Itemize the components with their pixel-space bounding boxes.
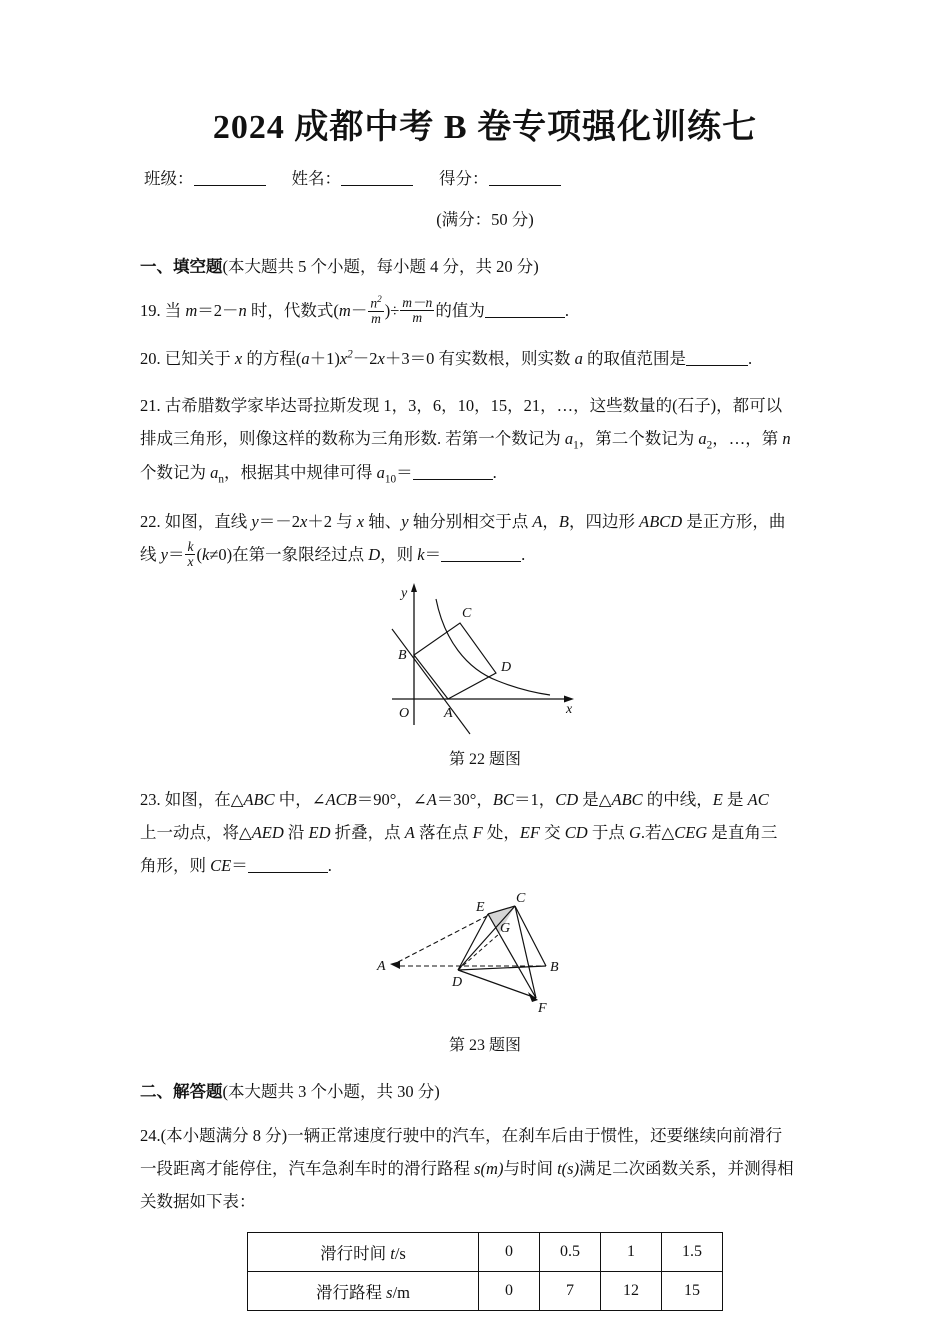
score-label: 得分： xyxy=(439,168,489,188)
q19-t3: 时，代数式( xyxy=(246,300,339,320)
q22-line2-m1: y xyxy=(160,545,168,565)
full-mark-note: (满分：50 分) xyxy=(436,209,534,229)
table-cell: 15 xyxy=(662,1272,723,1311)
q23-line1-b: 中，∠ xyxy=(274,790,326,810)
q22-frac-num: k xyxy=(187,538,194,554)
q22-line1-m2: x xyxy=(299,512,308,532)
q23-line2-m1: AED xyxy=(251,823,284,843)
q22-answer-blank[interactable] xyxy=(441,545,521,563)
q19-frac1-den: m xyxy=(371,310,381,326)
q22-line1-b: ＝－2 xyxy=(258,512,300,532)
q22-number: 22. xyxy=(140,512,161,532)
q22-line2-c: ( xyxy=(196,545,202,565)
q23-line1-m4: BC xyxy=(492,790,514,810)
q20-m1: x xyxy=(234,348,243,368)
q20-m3: x xyxy=(339,348,348,368)
segment-AE-dashed xyxy=(398,916,487,962)
q24-line2-b: 与时间 xyxy=(503,1159,558,1179)
q22-line1-a: 如图，直线 xyxy=(164,512,252,532)
q23-line1-g: 的中线， xyxy=(642,790,713,810)
q23-line2-c: 折叠，点 xyxy=(330,823,405,843)
q23-line2-m4: F xyxy=(472,823,483,843)
q21-line3-d: . xyxy=(492,463,497,483)
q19-frac2-den: m xyxy=(412,310,423,326)
q19-fraction-m-minus-n-over-m xyxy=(400,296,434,325)
q23-number: 23. xyxy=(140,790,161,810)
row-head-time xyxy=(248,1233,479,1272)
label-D: D xyxy=(452,975,463,991)
q19-t7: . xyxy=(564,300,569,320)
q21-line2-a: 排成三角形，则像这样的数称为三角形数. 若第一个数记为 xyxy=(140,428,565,448)
label-origin-O: O xyxy=(399,706,410,722)
figure-23-caption: 第 23 题图 xyxy=(448,1037,521,1055)
label-axis-y: y xyxy=(401,586,408,602)
label-B: B xyxy=(550,960,559,976)
q23-line2-m5: EF xyxy=(519,823,541,843)
table-cell: 7 xyxy=(540,1272,601,1311)
q23-line1-m8: AC xyxy=(747,790,769,810)
class-blank[interactable] xyxy=(194,168,266,186)
label-A: A xyxy=(444,706,453,722)
q23-line2-e: 处， xyxy=(482,823,520,843)
q21-line3-m2: a xyxy=(376,463,385,483)
q22-line2-b: ＝ xyxy=(167,545,185,565)
q24-line2-m1: s(m) xyxy=(474,1159,504,1179)
q22-line1-e: 轴分别相交于点 xyxy=(408,512,533,532)
q22-fraction-k-over-x xyxy=(185,540,195,569)
q22-line2-m3: D xyxy=(368,545,381,565)
q23-line2-a: 上一动点，将△ xyxy=(140,823,252,843)
figure-23-svg xyxy=(360,888,610,1023)
q23-line1-m1: ABC xyxy=(243,790,275,810)
table-24-wrapper xyxy=(140,1232,830,1311)
label-A: A xyxy=(377,959,386,975)
label-G: G xyxy=(500,921,511,937)
q24-line1-a: (本小题满分 8 分)一辆正常速度行驶中的汽车，在刹车后由于惯性，还要继续向前滑行 xyxy=(160,1126,783,1146)
section-2-title: 二、解答题 xyxy=(140,1082,223,1102)
q22-line2-a: 线 xyxy=(140,545,161,565)
q23-line1-m2: ACB xyxy=(325,790,357,810)
q22-line1-f: ， xyxy=(542,512,559,532)
q23-line1-m3: A xyxy=(426,790,437,810)
q20-t3: ＋1) xyxy=(309,348,340,368)
table-cell: 1 xyxy=(601,1233,662,1272)
q19-number: 19. xyxy=(140,300,161,320)
q20-t6: 的取值范围是 xyxy=(582,348,686,368)
q20-m4: x xyxy=(377,348,385,368)
question-23 xyxy=(140,783,830,882)
q20-t2: 的方程( xyxy=(242,348,302,368)
q21-line2-s2: 2 xyxy=(706,438,713,451)
q23-line2-f: 交 xyxy=(540,823,565,843)
section-header-solution xyxy=(140,1079,830,1105)
table-cell: 0.5 xyxy=(540,1233,601,1272)
name-label: 姓名： xyxy=(291,168,341,188)
q22-line2-g: . xyxy=(521,545,526,565)
q23-line1-a: 如图，在△ xyxy=(164,790,244,810)
q19-m2: n xyxy=(238,300,247,320)
q22-line1-d: 轴、 xyxy=(364,512,402,532)
slide-data-table xyxy=(247,1232,723,1311)
hyperbola-curve xyxy=(436,599,550,695)
segment-DF xyxy=(458,970,536,998)
q23-line1-m6: ABC xyxy=(611,790,643,810)
q19-fraction-n2-over-m xyxy=(368,295,383,326)
square-ABCD xyxy=(414,623,496,699)
row-head-distance-unit: /m xyxy=(392,1283,410,1303)
q23-answer-blank[interactable] xyxy=(248,856,328,874)
score-blank[interactable] xyxy=(489,168,561,186)
q22-line1-m5: A xyxy=(532,512,543,532)
q21-line2-s1: 1 xyxy=(573,438,579,451)
q23-line1-d: ＝30°， xyxy=(436,790,493,810)
figure-22 xyxy=(140,577,830,769)
label-D: D xyxy=(501,660,512,676)
score-field[interactable] xyxy=(439,169,561,188)
question-20 xyxy=(140,342,830,375)
q21-line2-m2: a xyxy=(698,428,707,448)
segment-DG-dashed xyxy=(458,934,499,970)
class-label: 班级： xyxy=(144,168,194,188)
row-head-time-unit: /s xyxy=(394,1244,406,1264)
figure-22-svg xyxy=(370,577,600,737)
y-axis-arrow xyxy=(411,583,417,592)
row-head-time-cn: 滑行时间 xyxy=(320,1244,391,1264)
q21-number: 21. xyxy=(140,395,161,415)
q19-t2: ＝2－ xyxy=(197,300,239,320)
q19-frac1-num: n xyxy=(370,295,378,311)
q22-line1-h: 是正方形，曲 xyxy=(682,512,786,532)
class-field[interactable] xyxy=(144,169,266,188)
q20-t7: . xyxy=(747,348,753,368)
table-cell: 0 xyxy=(479,1272,540,1311)
q22-line1-m1: y xyxy=(251,512,259,532)
page-content xyxy=(140,0,830,1311)
segment-DB xyxy=(458,966,546,970)
section-header-fill-in-blank xyxy=(140,254,830,280)
q21-line1: 古希腊数学家毕达哥拉斯发现 1，3，6，10，15，21，…，这些数量的(石子)，都可以 xyxy=(164,395,783,415)
row-head-distance-cn: 滑行路程 xyxy=(316,1283,387,1303)
table-row xyxy=(248,1272,723,1311)
segment-EF xyxy=(488,914,536,998)
q20-t1: 已知关于 xyxy=(164,348,235,368)
figure-23 xyxy=(140,888,830,1055)
q19-m1: m xyxy=(185,300,198,320)
q22-frac-den: x xyxy=(187,554,194,570)
q19-t1: 当 xyxy=(164,300,186,320)
q23-line2-i: 是直角三 xyxy=(707,823,778,843)
label-B: B xyxy=(398,648,407,664)
q21-line3-a: 个数记为 xyxy=(140,463,211,483)
q23-line2-g: 于点 xyxy=(587,823,629,843)
figure-22-caption: 第 22 题图 xyxy=(448,751,521,769)
q22-line1-m6: B xyxy=(558,512,569,532)
q21-line3-s1: n xyxy=(218,473,224,486)
name-field[interactable] xyxy=(292,169,414,188)
q22-line1-m3: x xyxy=(356,512,365,532)
q21-line3-s2: 10 xyxy=(384,473,397,486)
q23-line2-m8: CEG xyxy=(674,823,708,843)
q23-line2-h: .若△ xyxy=(640,823,675,843)
table-cell: 1.5 xyxy=(662,1233,723,1272)
q24-line2-a: 一段距离才能停住，汽车急刹车时的滑行路程 xyxy=(140,1159,475,1179)
q21-line2-b: ，第二个数记为 xyxy=(578,428,699,448)
q22-line1-m4: y xyxy=(401,512,409,532)
name-blank[interactable] xyxy=(341,168,413,186)
q19-t6: 的值为 xyxy=(435,300,485,320)
identity-line xyxy=(140,167,830,192)
q21-line2-m3: n xyxy=(782,428,791,448)
q24-number: 24. xyxy=(140,1126,161,1146)
q20-number: 20. xyxy=(140,348,161,368)
label-C: C xyxy=(516,891,526,907)
q21-line3-c: ＝ xyxy=(396,463,413,483)
q20-t4: －2 xyxy=(352,348,378,368)
q20-m5: a xyxy=(574,348,583,368)
q21-line3-b: ，根据其中规律可得 xyxy=(223,463,377,483)
q23-line2-d: 落在点 xyxy=(414,823,473,843)
q21-line2-m1: a xyxy=(564,428,574,448)
q20-exp: 2 xyxy=(347,348,353,361)
question-21 xyxy=(140,389,830,491)
arrow-at-A xyxy=(390,961,400,969)
row-head-time-var: t xyxy=(390,1244,395,1264)
q23-line2-b: 沿 xyxy=(283,823,309,843)
q22-line2-m2: k xyxy=(201,545,210,565)
q22-line2-e: ，则 xyxy=(380,545,418,565)
table-cell: 12 xyxy=(601,1272,662,1311)
q23-line3-b: ＝ xyxy=(231,856,248,876)
q21-line2-c: ，…，第 xyxy=(712,428,783,448)
q23-line3-c: . xyxy=(327,856,332,876)
q20-m2: a xyxy=(301,348,310,368)
q24-line3-a: 关数据如下表： xyxy=(140,1192,256,1212)
q19-frac1-num-exp: 2 xyxy=(377,294,382,305)
q23-line1-f: 是△ xyxy=(578,790,612,810)
row-head-distance-var: s xyxy=(386,1283,393,1303)
table-cell: 0 xyxy=(479,1233,540,1272)
q23-line1-m7: E xyxy=(712,790,723,810)
q19-m3: m xyxy=(338,300,351,320)
q21-line3-m1: a xyxy=(210,463,219,483)
q22-line2-d: ≠0)在第一象限经过点 xyxy=(209,545,369,565)
q19-frac2-num: m－n xyxy=(402,294,433,310)
question-22 xyxy=(140,505,830,571)
q23-line3-a: 角形，则 xyxy=(140,856,211,876)
q19-answer-blank[interactable] xyxy=(485,300,565,318)
table-row xyxy=(248,1233,723,1272)
question-19 xyxy=(140,294,830,328)
q23-line2-m3: A xyxy=(404,823,415,843)
segment-CF xyxy=(515,906,536,998)
section-2-detail: (本大题共 3 个小题，共 30 分) xyxy=(222,1082,440,1102)
q19-t4: － xyxy=(350,300,368,320)
q23-line1-c: ＝90°，∠ xyxy=(356,790,427,810)
label-E: E xyxy=(476,900,485,916)
q24-line2-c: 满足二次函数关系，并测得相 xyxy=(579,1159,794,1179)
q23-line2-m6: CD xyxy=(564,823,588,843)
q23-line2-m2: ED xyxy=(308,823,331,843)
q20-answer-blank[interactable] xyxy=(686,348,748,366)
q22-line1-c: ＋2 与 xyxy=(307,512,357,532)
row-head-distance xyxy=(248,1272,479,1311)
page-title: 2024 成都中考 B 卷专项强化训练七 xyxy=(212,109,758,146)
label-C: C xyxy=(462,606,472,622)
segment-CB xyxy=(515,906,546,966)
q23-line1-m5: CD xyxy=(555,790,579,810)
q24-line2-m2: t(s) xyxy=(557,1159,580,1179)
q23-line3-m1: CE xyxy=(210,856,232,876)
q19-t5: )÷ xyxy=(384,300,400,320)
q23-line1-h: 是 xyxy=(722,790,748,810)
q22-line1-m7: ABCD xyxy=(639,512,683,532)
q21-answer-blank[interactable] xyxy=(413,463,493,481)
q22-line2-m4: k xyxy=(417,545,425,565)
q22-line1-g: ，四边形 xyxy=(569,512,640,532)
q20-t5: ＋3＝0 有实数根，则实数 xyxy=(384,348,575,368)
q22-line2-f: ＝ xyxy=(424,545,442,565)
question-24 xyxy=(140,1119,830,1218)
section-1-title: 一、填空题 xyxy=(140,256,223,276)
q23-line1-e: ＝1， xyxy=(513,790,556,810)
section-1-detail: (本大题共 5 个小题，每小题 4 分，共 20 分) xyxy=(222,256,539,276)
q23-line2-m7: G xyxy=(628,823,641,843)
label-axis-x: x xyxy=(566,702,573,718)
label-F: F xyxy=(538,1001,547,1017)
